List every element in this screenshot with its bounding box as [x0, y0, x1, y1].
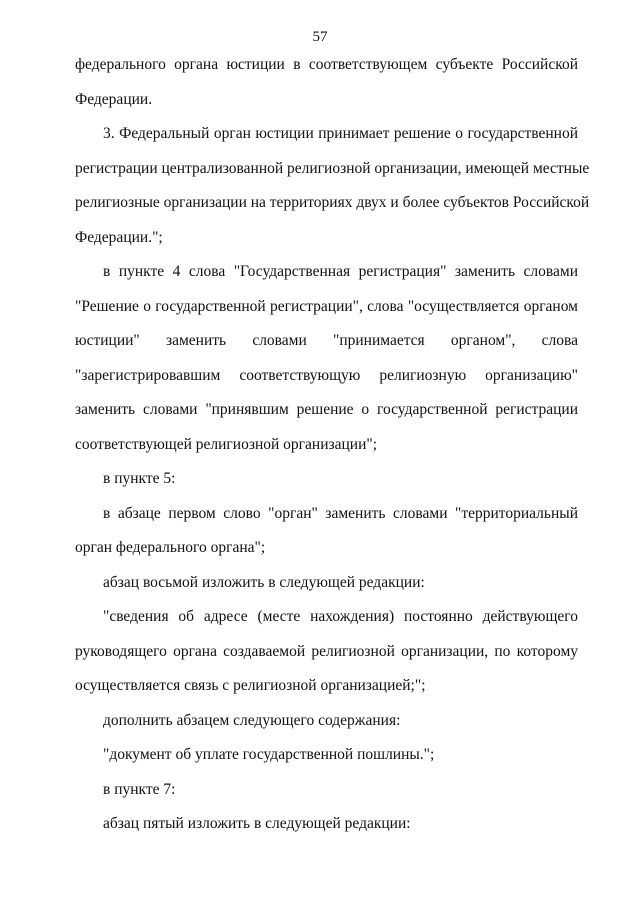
text-line: соответствующей религиозной организации"; — [75, 436, 378, 453]
text-line: дополнить абзацем следующего содержания: — [103, 712, 401, 729]
text-line: осуществляется связь с религиозной организацией;"; — [75, 677, 426, 694]
text-line: абзац восьмой изложить в следующей редакции: — [103, 574, 425, 591]
text-line: "зарегистрировавшим соответствующую религиозную организацию" — [75, 367, 578, 384]
text-line: заменить словами "принявшим решение о государственной регистрации — [75, 401, 578, 418]
text-line: 3. Федеральный орган юстиции принимает решение о государственной — [103, 125, 578, 142]
text-line: регистрации централизованной религиозной организации, имеющей местные — [75, 160, 590, 177]
text-line: орган федерального органа"; — [75, 539, 266, 556]
text-line: в пункте 7: — [103, 781, 176, 798]
text-line: религиозные организации на территориях двух и более субъектов Российской — [75, 194, 590, 211]
text-line: Федерации."; — [75, 229, 163, 246]
text-line: в пункте 4 слова "Государственная регистрация" заменить словами — [103, 263, 578, 280]
text-line: в пункте 5: — [103, 470, 176, 487]
text-line: руководящего органа создаваемой религиозной организации, по которому — [75, 643, 578, 660]
text-line: федерального органа юстиции в соответствующем субъекте Российской — [75, 56, 578, 73]
text-line: юстиции" заменить словами "принимается органом", слова — [75, 332, 578, 349]
text-line: в абзаце первом слово "орган" заменить словами "территориальный — [103, 505, 578, 522]
text-line: абзац пятый изложить в следующей редакции: — [103, 815, 411, 832]
text-line: Федерации. — [75, 91, 153, 108]
text-line: "Решение о государственной регистрации", слова "осуществляется органом — [75, 298, 578, 315]
text-line: "сведения об адресе (месте нахождения) постоянно действующего — [103, 608, 578, 625]
page-number: 57 — [312, 29, 328, 45]
text-line: "документ об уплате государственной пошлины."; — [103, 746, 435, 763]
